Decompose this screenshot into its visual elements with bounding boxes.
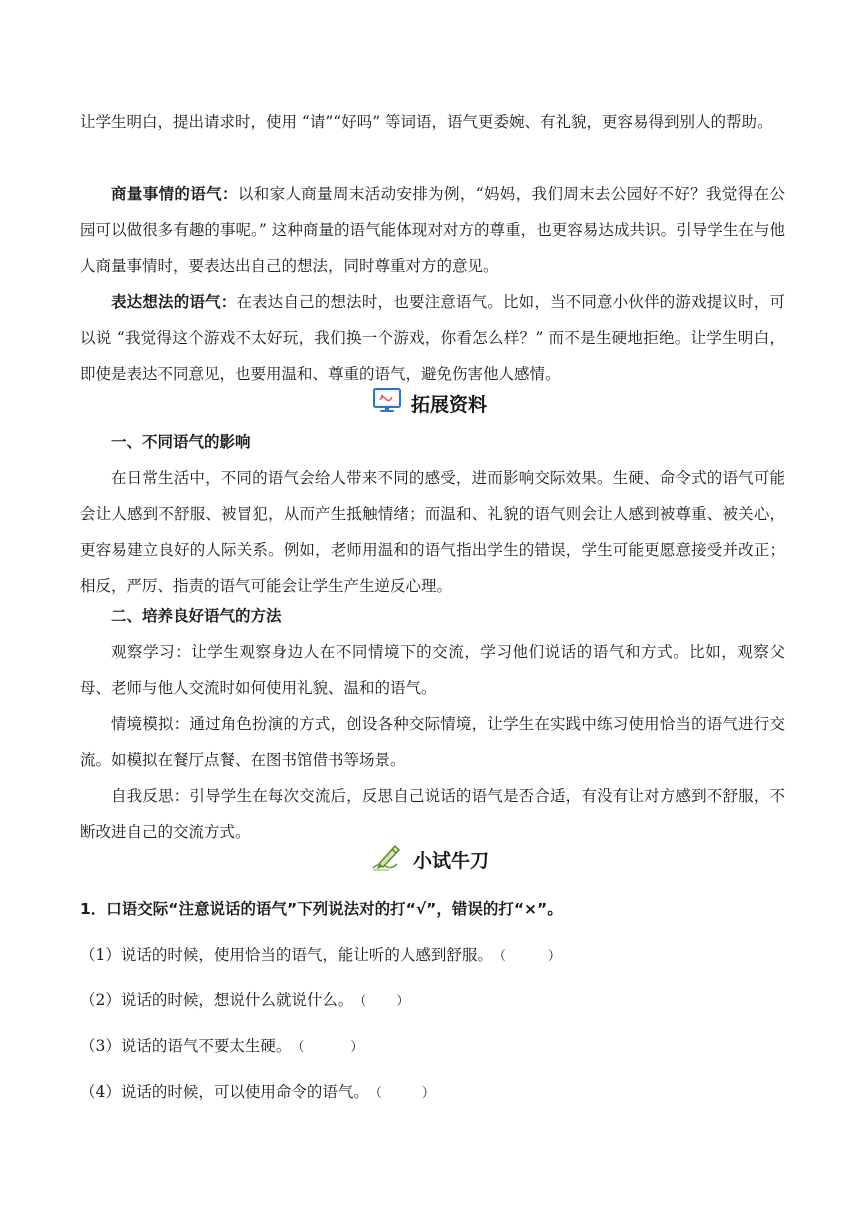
section-heading-practice (0, 843, 860, 875)
practice-item-4 (80, 1074, 780, 1112)
extend-paragraph-1: 在日常生活中，不同的语气会给人带来不同的感受，进而影响交际效果。生硬、命令式的语气可能会让人感到不舒服、被冒犯，从而产生抵触情绪；而温和、礼貌的语气则会让人感到被尊重、被关心，更容易建立良好的人际关系。例如，老师用温和的语气指出学生的错误，学生可能更愿意接受并改正；相反，严厉、指责的语气可能会让学生产生逆反心理。 (80, 469, 785, 595)
paren-open: （ (368, 1086, 382, 1101)
pen-writing-icon (371, 842, 403, 876)
discuss-paragraph (80, 176, 785, 284)
paren-open: （ (492, 949, 506, 964)
express-paragraph (80, 284, 785, 392)
paren-close: ） (421, 1086, 435, 1101)
section-title-extend: 拓展资料 (410, 393, 487, 416)
discuss-text: 以和家人商量周末活动安排为例，“妈妈，我们周末去公园好不好？我觉得在公园可以做很多有趣的事呢。” 这种商量的语气能体现对对方的尊重，也更容易达成共识。引导学生在与他人商量事情时，要表达出自己的想法，同时尊重对方的意见。 (80, 185, 785, 275)
section-title-practice: 小试牛刀 (412, 849, 489, 872)
express-text: 在表达自己的想法时，也要注意语气。比如，当不同意小伙伴的游戏提议时，可以说 “我觉得这个游戏不太好玩，我们换一个游戏，你看怎么样？” 而不是生硬地拒绝。让学生明白，即使是表达不同意见，也要用温和、尊重的语气，避免伤害他人感情。 (80, 293, 785, 383)
practice-item-1 (80, 937, 780, 975)
paren-close: ） (396, 994, 410, 1009)
paren-close: ） (547, 949, 561, 964)
practice-item-text: （1）说话的时候，使用恰当的语气，能让听的人感到舒服。 (80, 946, 493, 964)
paren-close: ） (350, 1040, 364, 1055)
extend-paragraph-2: 观察学习：让学生观察身边人在不同情境下的交流，学习他们说话的语气和方式。比如，观察父母、老师与他人交流时如何使用礼貌、温和的语气。 (80, 643, 785, 697)
discuss-label: 商量事情的语气： (111, 185, 238, 203)
express-label: 表达想法的语气： (111, 293, 237, 311)
practice-item-2 (80, 982, 780, 1020)
practice-item-text: （3）说话的语气不要太生硬。 (80, 1037, 292, 1055)
practice-item-text: （2）说话的时候，想说什么就说什么。 (80, 991, 354, 1009)
practice-question: 1．口语交际“注意说话的语气”下列说法对的打“√”，错误的打“×”。 (80, 900, 563, 918)
section-heading-extend (0, 387, 860, 419)
extend-subheading-1: 一、不同语气的影响 (111, 433, 251, 451)
screen-presentation-icon (373, 388, 401, 418)
intro-paragraph: 让学生明白，提出请求时，使用 “请”“好吗” 等词语，语气更委婉、有礼貌，更容易得到别人的帮助。 (80, 113, 773, 131)
paren-open: （ (291, 1040, 305, 1055)
extend-subheading-2: 二、培养良好语气的方法 (111, 607, 282, 625)
practice-item-3 (80, 1028, 780, 1066)
paren-open: （ (353, 994, 367, 1009)
extend-paragraph-3: 情境模拟：通过角色扮演的方式，创设各种交际情境，让学生在实践中练习使用恰当的语气进行交流。如模拟在餐厅点餐、在图书馆借书等场景。 (80, 715, 785, 769)
practice-item-text: （4）说话的时候，可以使用命令的语气。 (80, 1083, 369, 1101)
extend-paragraph-4: 自我反思：引导学生在每次交流后，反思自己说话的语气是否合适，有没有让对方感到不舒服，不断改进自己的交流方式。 (80, 787, 785, 841)
